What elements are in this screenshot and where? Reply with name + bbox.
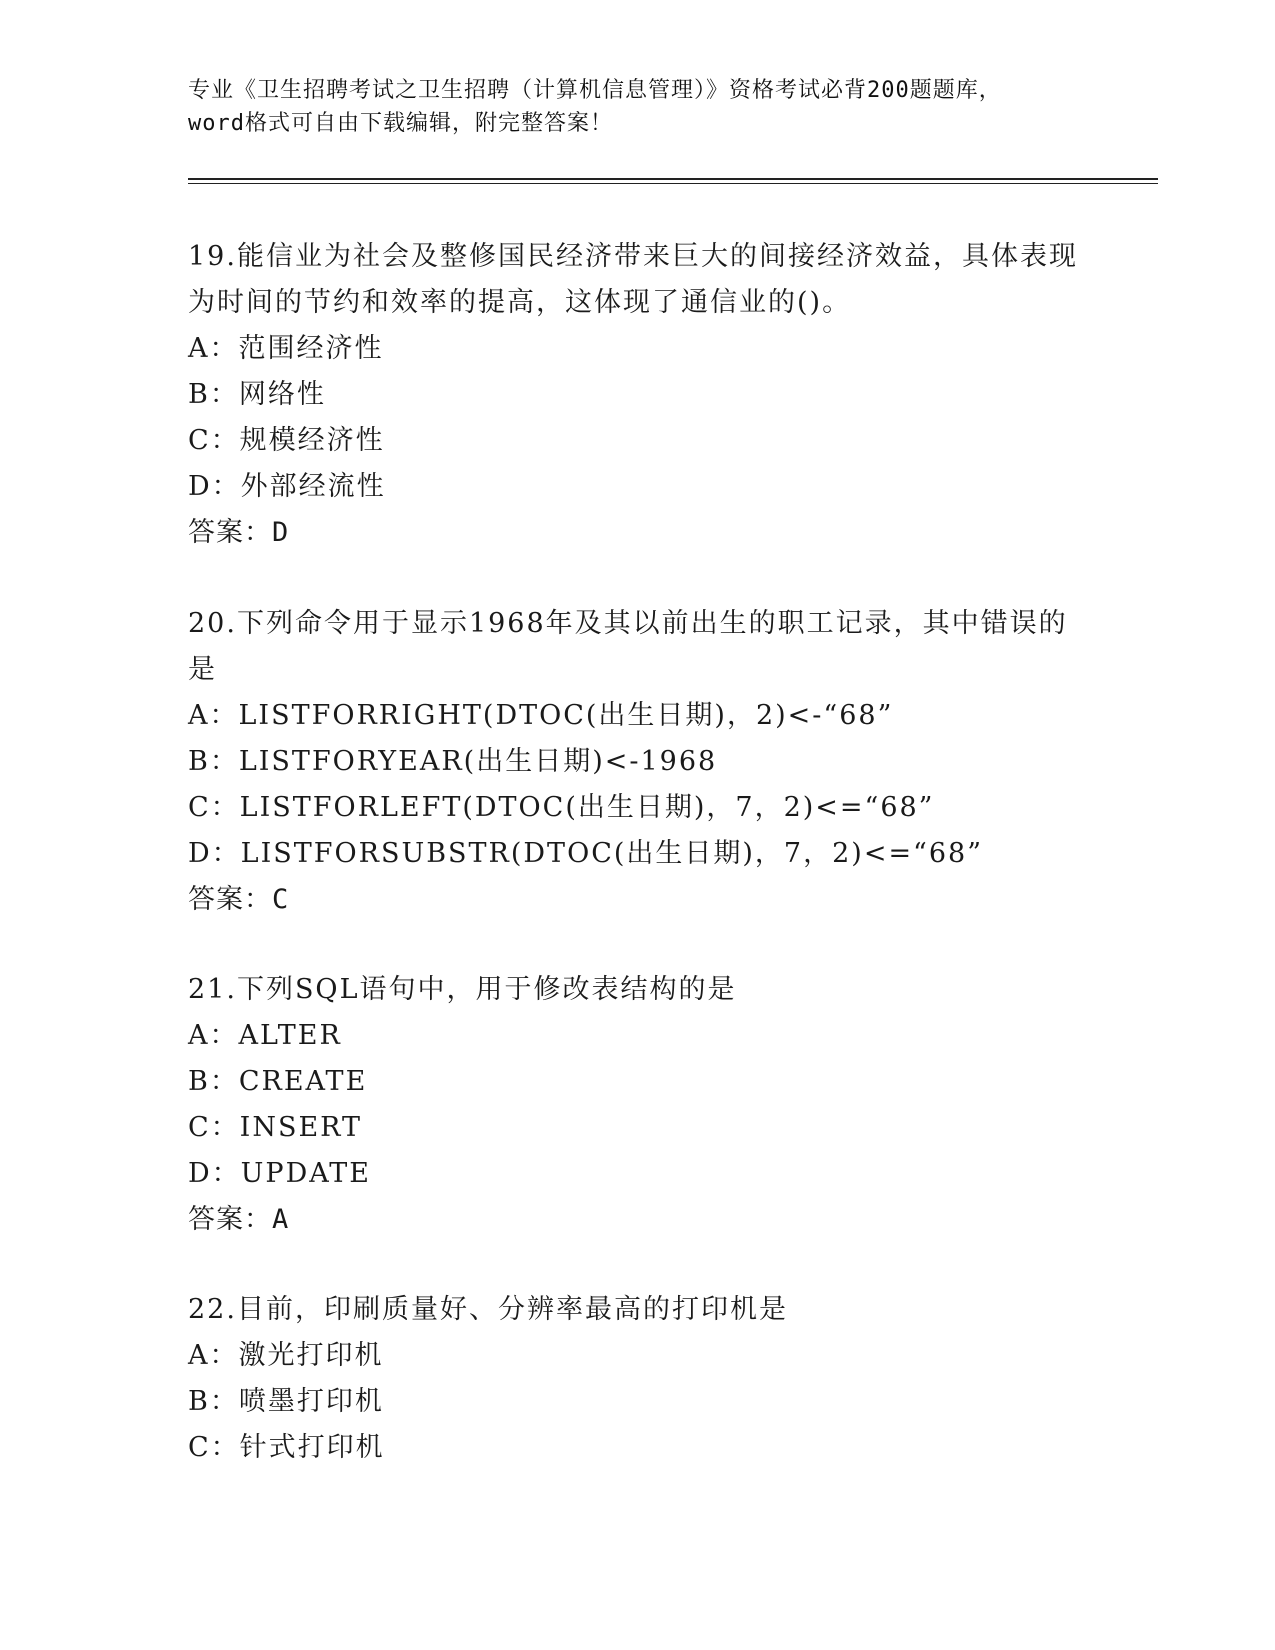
option-c: C：INSERT [188,1112,363,1143]
question-stem-line: 21.下列SQL语句中，用于修改表结构的是 [188,974,737,1005]
question-20 [188,601,1088,923]
option-c: C：规模经济性 [188,425,385,456]
question-22 [188,1287,1088,1471]
option-a: A：ALTER [188,1020,342,1051]
question-stem-line: 19.能信业为社会及整修国民经济带来巨大的间接经济效益，具体表现 [188,241,1078,272]
header-divider-thin [188,183,1158,184]
option-list [188,1333,1088,1471]
header-divider-thick [188,178,1158,180]
question-stem-line: 20.下列命令用于显示1968年及其以前出生的职工记录，其中错误的 [188,608,1068,639]
option-b: B：喷墨打印机 [188,1386,384,1417]
option-a: A：激光打印机 [188,1340,384,1371]
answer-line: 答案：A [188,1204,290,1235]
option-b: B：LISTFORYEAR(出生日期)<-1968 [188,746,718,777]
question-stem-line: 是 [188,654,217,685]
option-d: D：UPDATE [188,1158,371,1189]
option-list [188,693,1088,877]
option-c: C：LISTFORLEFT(DTOC(出生日期)，7，2)<=“68” [188,792,935,823]
answer-line: 答案：C [188,884,290,915]
option-list [188,1013,1088,1197]
option-list [188,326,1088,510]
option-a: A：范围经济性 [188,333,384,364]
question-19 [188,234,1088,556]
option-d: D：外部经流性 [188,471,386,502]
option-b: B：网络性 [188,379,326,410]
document-header [188,74,1088,140]
question-stem-line: 为时间的节约和效率的提高，这体现了通信业的()。 [188,287,852,318]
question-stem [188,1287,1088,1333]
option-c: C：针式打印机 [188,1432,385,1463]
question-stem [188,601,1088,693]
answer-line: 答案：D [188,517,290,548]
option-a: A：LISTFORRIGHT(DTOC(出生日期)，2)<-“68” [188,700,894,731]
question-21 [188,967,1088,1243]
question-stem [188,967,1088,1013]
option-d: D：LISTFORSUBSTR(DTOC(出生日期)，7，2)<=“68” [188,838,984,869]
question-stem-line: 22.目前，印刷质量好、分辨率最高的打印机是 [188,1294,788,1325]
header-subtitle-line: word格式可自由下载编辑，附完整答案！ [188,111,613,136]
question-stem [188,234,1088,326]
option-b: B：CREATE [188,1066,368,1097]
header-title-line: 专业《卫生招聘考试之卫生招聘（计算机信息管理）》资格考试必背200题题库， [188,78,1002,103]
